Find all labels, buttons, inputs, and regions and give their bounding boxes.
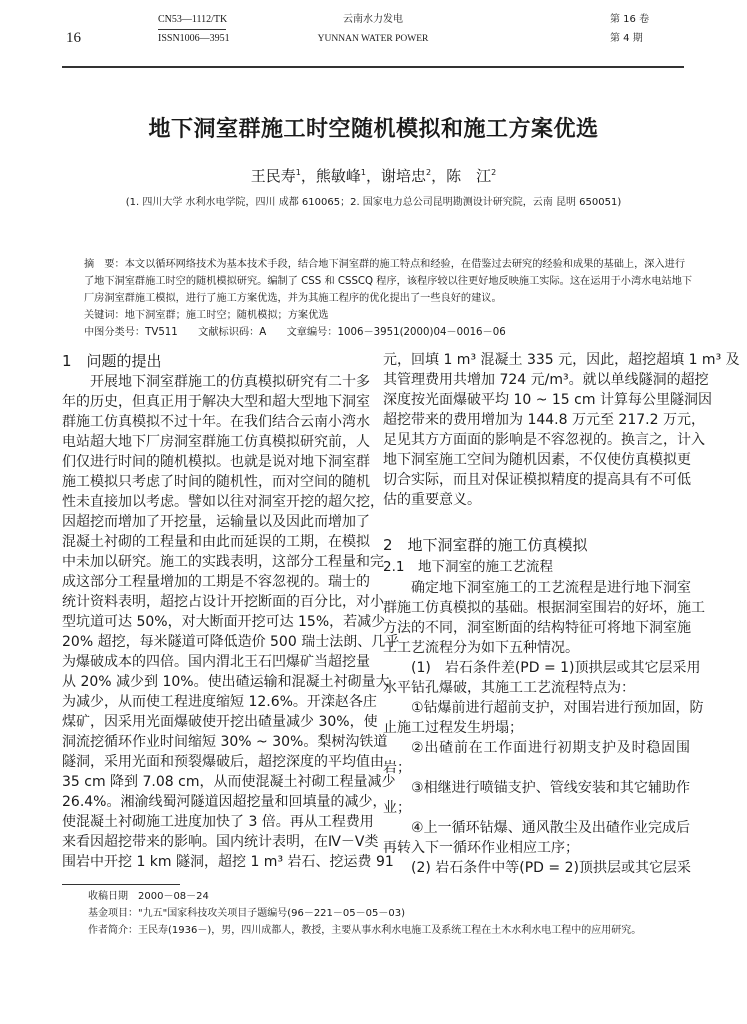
paragraph-line: 26.4%。湘渝线蜀河隧道因超挖量和回填量的减少， bbox=[62, 794, 387, 810]
author-name: 陈 江 bbox=[446, 167, 492, 185]
paragraph-line: 型坑道可达 50%，对大断面开挖可达 15%，若减少 bbox=[62, 614, 386, 630]
paragraph-line: 年的历史，但真正用于解决大型和超大型地下洞室 bbox=[62, 394, 370, 410]
paragraph-line: 估的重要意义。 bbox=[383, 492, 481, 508]
paragraph-line: 群施工仿真模拟的基础。根据洞室围岩的好坏，施工 bbox=[383, 600, 705, 616]
section-gap bbox=[383, 510, 690, 534]
paragraph-line: ①钻爆前进行超前支护，对围岩进行预加固，防 bbox=[411, 700, 704, 716]
volume: 第 16 卷 bbox=[610, 14, 650, 25]
author-separator: ， bbox=[300, 167, 316, 185]
paragraph-line: 从 20% 减少到 10%。使出碴运输和混凝土衬砌量大 bbox=[62, 674, 390, 690]
cn-code: CN53—1112/TK bbox=[158, 14, 228, 25]
paragraph-line: 深度按光面爆破平均 10 ~ 15 cm 计算每公里隧洞因 bbox=[383, 392, 712, 408]
paragraph-line: 成这部分工程量增加的工期是不容忽视的。瑞士的 bbox=[62, 574, 370, 590]
paragraph-line: 混凝土衬砌的工程量和由此而延误的工期，在模拟 bbox=[62, 534, 370, 550]
paragraph-line: 施工模拟只考虑了时间的随机性，而对空间的随机 bbox=[62, 474, 370, 490]
page-number: 16 bbox=[66, 30, 81, 46]
paragraph-line: 性未直接加以考虑。譬如以往对洞室开挖的超欠挖， bbox=[62, 494, 384, 510]
paragraph-line: ②出碴前在工作面进行初期支护及时稳固围 bbox=[411, 740, 690, 756]
paragraph-line: 35 cm 降到 7.08 cm，从而使混凝土衬砌工程量减少 bbox=[62, 774, 396, 790]
header-rule bbox=[62, 66, 684, 68]
author-list bbox=[0, 163, 747, 186]
paragraph-line: 足见其方方面面的影响是不容忽视的。换言之，计入 bbox=[383, 432, 705, 448]
author-separator: ， bbox=[431, 167, 447, 185]
paragraph-line: 再转入下一循环作业相应工序； bbox=[383, 840, 579, 856]
paragraph-line: ③相继进行喷锚支护、管线安装和其它辅助作 bbox=[411, 780, 690, 796]
issue: 第 4 期 bbox=[610, 33, 643, 44]
issn: ISSN1006—3951 bbox=[158, 33, 230, 44]
abstract-line: 了地下洞室群施工时空的随机模拟研究。编制了 CSS 和 CSSCQ 程序，该程序较以往更好地反映施工实际。这在运用于小湾水电站地下 bbox=[84, 276, 693, 287]
paragraph-line: 工工艺流程分为如下五种情况。 bbox=[383, 640, 579, 656]
paragraph-line: 中未加以研究。施工的实践表明，这部分工程量和完 bbox=[62, 554, 384, 570]
journal-name-cn: 云南水力发电 bbox=[343, 14, 403, 25]
paragraph-line: 开展地下洞室群施工的仿真模拟研究有二十多 bbox=[90, 374, 370, 390]
paragraph-line: 方法的不同，洞室断面的结构特征可将地下洞室施 bbox=[383, 620, 691, 636]
article-title: 地下洞室群施工时空随机模拟和施工方案优选 bbox=[148, 117, 599, 142]
author-name: 熊敏峰 bbox=[315, 167, 361, 185]
footnote-rule bbox=[62, 884, 180, 885]
author-affiliation-mark: 2 bbox=[426, 168, 432, 177]
right-column bbox=[383, 350, 740, 878]
footnote-funding: 基金项目："九五"国家科技攻关项目子题编号(96－221－05－05－03) bbox=[88, 908, 405, 919]
paragraph-line: 围岩中开挖 1 km 隧洞，超挖 1 m³ 岩石、挖运费 91 bbox=[62, 854, 394, 870]
paragraph-line: 隧洞，采用光面和预裂爆破后，超挖深度的平均值由 bbox=[62, 754, 384, 770]
abstract-line: 摘 要：本文以循环网络技术为基本技术手段，结合地下洞室群的施工特点和经验，在借鉴过去研究的经验和成果的基础上，深入进行 bbox=[84, 259, 686, 270]
paragraph-line: 元，回填 1 m³ 混凝土 335 元，因此，超挖超填 1 m³ 及 bbox=[383, 352, 740, 368]
paragraph-line: 其管理费用共增加 724 元/m³。就以单线隧洞的超挖 bbox=[383, 372, 709, 388]
paragraph-line: 们仅进行时间的随机模拟。也就是说对地下洞室群 bbox=[62, 454, 370, 470]
paragraph-line: 使混凝土衬砌施工进度加快了 3 倍。再从工程费用 bbox=[62, 814, 374, 830]
paragraph-line: 业； bbox=[383, 800, 411, 816]
footnote-received-date: 收稿日期 2000－08－24 bbox=[88, 891, 209, 902]
paragraph-line: 统计资料表明，超挖占设计开挖断面的百分比，对小 bbox=[62, 594, 384, 610]
keywords: 关键词：地下洞室群；施工时空；随机模拟；方案优选 bbox=[84, 310, 329, 321]
abstract-block bbox=[84, 256, 693, 341]
section-heading: 2 地下洞室群的施工仿真模拟 bbox=[383, 536, 588, 554]
paragraph-line: 煤矿，因采用光面爆破使开挖出碴量减少 30%，使 bbox=[62, 714, 378, 730]
paragraph-line: 20% 超挖，每米隧道可降低造价 500 瑞士法朗、几乎 bbox=[62, 634, 400, 650]
author-affiliation-mark: 1 bbox=[360, 168, 366, 177]
paragraph-line: 切合实际，而且对保证模拟精度的提高具有不可低 bbox=[383, 472, 691, 488]
paragraph-line: 确定地下洞室施工的工艺流程是进行地下洞室 bbox=[411, 580, 691, 596]
section-heading: 1 问题的提出 bbox=[62, 352, 162, 370]
author-affiliation-mark: 2 bbox=[491, 168, 497, 177]
paragraph-line: 群施工仿真模拟不过十年。在我们结合云南小湾水 bbox=[62, 414, 370, 430]
paragraph-line: (1) 岩石条件差(PD = 1)顶拱层或其它层采用 bbox=[411, 660, 701, 676]
abstract-line: 厂房洞室群施工模拟，进行了施工方案优选，并为其施工程序的优化提出了一些良好的建议。 bbox=[84, 293, 502, 304]
paragraph-line: 水平钻孔爆破，其施工工艺流程特点为： bbox=[383, 680, 635, 696]
paragraph-line: ④上一循环钻爆、通风散尘及出碴作业完成后 bbox=[411, 820, 690, 836]
paragraph-line: 电站超大地下厂房洞室群施工仿真模拟研究前，人 bbox=[62, 434, 370, 450]
paragraph-line: 因超挖而增加了开挖量，运输量以及因此而增加了 bbox=[62, 514, 370, 530]
paragraph-line: (2) 岩石条件中等(PD = 2)顶拱层或其它层采 bbox=[411, 860, 691, 876]
author-name: 谢培忠 bbox=[381, 167, 427, 185]
paragraph-line: 岩； bbox=[383, 760, 411, 776]
paragraph-line: 地下洞室施工空间为随机因素，不仅使仿真模拟更 bbox=[383, 452, 691, 468]
footnotes bbox=[88, 888, 641, 939]
code-divider bbox=[158, 29, 226, 30]
paragraph-line: 为减少，从而使工程进度缩短 12.6%。开滦赵各庄 bbox=[62, 694, 377, 710]
left-column bbox=[62, 350, 400, 872]
paragraph-line: 为爆破成本的四倍。国内渭北王石凹爆矿当超挖量 bbox=[62, 654, 370, 670]
author-separator: ， bbox=[365, 167, 381, 185]
paragraph-line: 止施工过程发生坍塌； bbox=[383, 720, 523, 736]
author-affiliation-mark: 1 bbox=[295, 168, 301, 177]
paragraph-line: 超挖带来的费用增加为 144.8 万元至 217.2 万元， bbox=[383, 412, 705, 428]
affiliation: (1. 四川大学 水利水电学院，四川 成都 610065；2. 国家电力总公司昆明勘测设计研究院，云南 昆明 650051) bbox=[125, 197, 622, 208]
author-name: 王民寿 bbox=[250, 167, 296, 185]
journal-name-en: YUNNAN WATER POWER bbox=[317, 34, 429, 44]
footnote-author-bio: 作者简介：王民寿(1936－)，男，四川成都人，教授，主要从事水利水电施工及系统工程在土木水利水电工程中的应用研究。 bbox=[88, 925, 642, 936]
classification: 中图分类号：TV511 文献标识码：A 文章编号：1006－3951(2000)04－0016－06 bbox=[84, 327, 506, 338]
paragraph-line: 来看因超挖带来的影响。国内统计表明，在Ⅳ－Ⅴ类 bbox=[62, 834, 379, 850]
subsection-heading: 2.1 地下洞室的施工艺流程 bbox=[383, 559, 553, 575]
paragraph-line: 洞流挖循环作业时间缩短 30% ~ 30%。梨树沟铁道 bbox=[62, 734, 388, 750]
